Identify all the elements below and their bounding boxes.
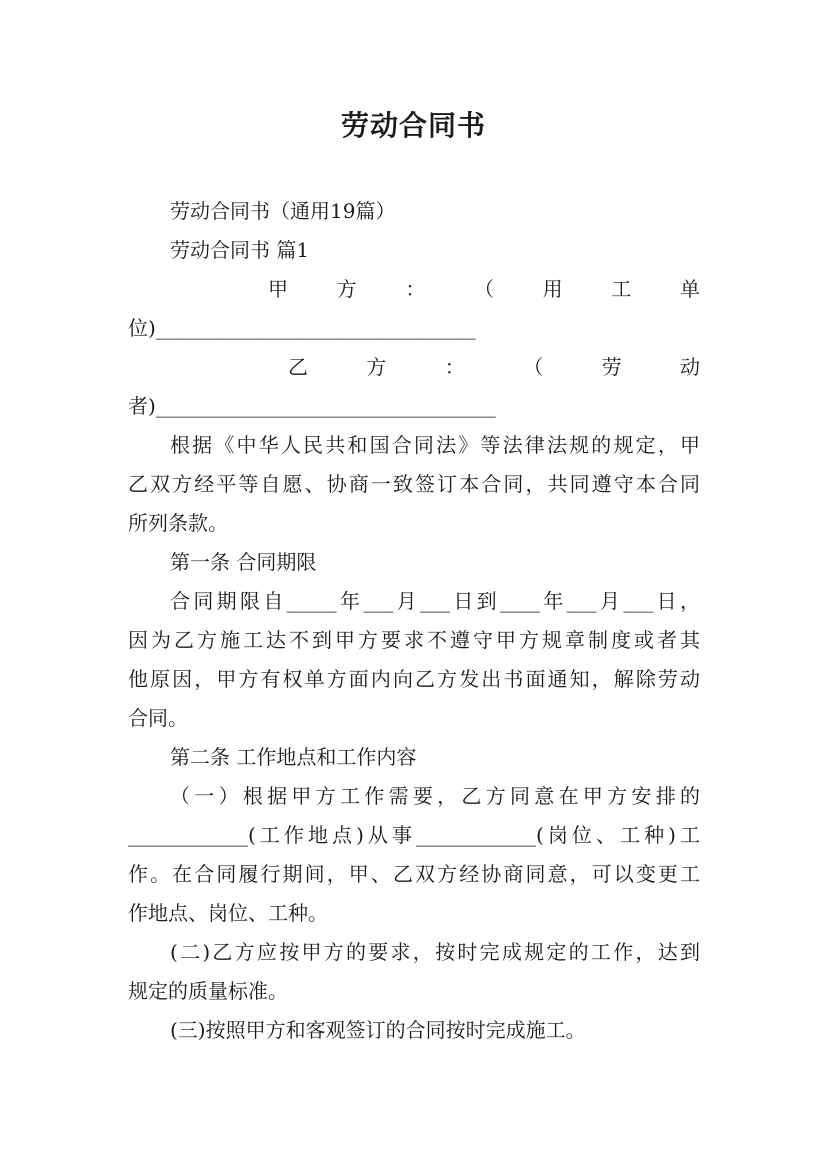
doc-subtitle: 劳动合同书（通用19篇） (170, 199, 396, 223)
document-title: 劳动合同书 (340, 109, 486, 142)
party-a-blank: 位)________________________________ (128, 316, 476, 340)
paragraph-line: (三)按照甲方和客观签订的合同按时完成施工。 (170, 1018, 586, 1042)
party-b-label: 乙 方 ： （ 劳 动 (288, 355, 700, 379)
paragraph-line: (二)乙方应按甲方的要求，按时完成规定的工作，达到 (170, 940, 700, 964)
section-heading-1: 劳动合同书 篇1 (170, 238, 310, 262)
paragraph-line: （一）根据甲方工作需要，乙方同意在甲方安排的 (170, 784, 700, 808)
paragraph-line: ____________(工作地点)从事____________(岗位、工种)工 (128, 823, 700, 847)
party-a-label: 甲 方 ： （ 用 工 单 (268, 277, 700, 301)
paragraph-line: 乙双方经平等自愿、协商一致签订本合同，共同遵守本合同 (128, 472, 700, 496)
paragraph-line: 合同期限自_____年___月___日到____年___月___日， (170, 589, 700, 613)
article-heading: 第一条 合同期限 (170, 550, 317, 574)
paragraph-line: 合同。 (128, 706, 188, 730)
paragraph-line: 作地点、岗位、工种。 (128, 901, 328, 925)
paragraph-line: 所列条款。 (128, 511, 228, 535)
paragraph-line: 规定的质量标准。 (128, 979, 288, 1003)
party-b-blank: 者)__________________________________ (128, 394, 496, 418)
paragraph-line: 作。在合同履行期间，甲、乙双方经协商同意，可以变更工 (128, 862, 700, 886)
paragraph-line: 他原因，甲方有权单方面内向乙方发出书面通知，解除劳动 (128, 667, 700, 691)
article-heading: 第二条 工作地点和工作内容 (170, 745, 417, 769)
paragraph-line: 因为乙方施工达不到甲方要求不遵守甲方规章制度或者其 (128, 628, 700, 652)
paragraph-line: 根据《中华人民共和国合同法》等法律法规的规定，甲 (170, 433, 700, 457)
